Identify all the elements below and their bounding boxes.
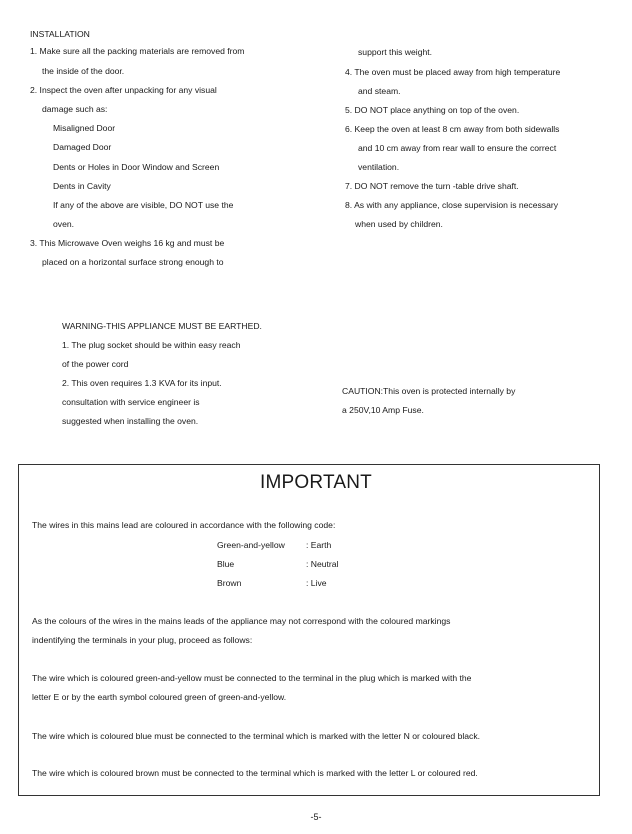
installation-line: the inside of the door. <box>42 66 125 76</box>
installation-line: ventilation. <box>358 162 400 172</box>
warning-line: consultation with service engineer is <box>62 397 200 407</box>
wire-code-intro: The wires in this mains lead are coloured in accordance with the following code: <box>32 520 336 530</box>
installation-line: and steam. <box>358 86 401 96</box>
warning-line: of the power cord <box>62 359 129 369</box>
important-paragraph: The wire which is coloured green-and-yellow must be connected to the terminal in the plug which is marked with the <box>32 673 472 683</box>
wire-colour: Blue <box>217 559 235 569</box>
installation-line: 7. DO NOT remove the turn -table drive shaft. <box>345 181 519 191</box>
installation-line: 3. This Microwave Oven weighs 16 kg and must be <box>30 238 225 248</box>
installation-line: 2. Inspect the oven after unpacking for any visual <box>30 85 217 95</box>
caution-line: CAUTION:This oven is protected internally by <box>342 386 516 396</box>
warning-line: suggested when installing the oven. <box>62 416 199 426</box>
important-paragraph: The wire which is coloured blue must be connected to the terminal which is marked with the letter N or coloured black. <box>32 731 481 741</box>
installation-line: support this weight. <box>358 47 433 57</box>
caution-line: a 250V,10 Amp Fuse. <box>342 405 424 415</box>
wire-colour: Green-and-yellow <box>217 540 285 550</box>
installation-line: Dents or Holes in Door Window and Screen <box>53 162 220 172</box>
installation-line: when used by children. <box>355 219 443 229</box>
wire-meaning: : Live <box>306 578 327 588</box>
important-box <box>18 464 600 796</box>
installation-line: Damaged Door <box>53 142 112 152</box>
warning-title: WARNING-THIS APPLIANCE MUST BE EARTHED. <box>62 321 262 331</box>
installation-line: Dents in Cavity <box>53 181 111 191</box>
installation-line: 6. Keep the oven at least 8 cm away from both sidewalls <box>345 124 560 134</box>
installation-title: INSTALLATION <box>30 29 90 39</box>
wire-meaning: : Neutral <box>306 559 339 569</box>
installation-line: 4. The oven must be placed away from high temperature <box>345 67 561 77</box>
wire-meaning: : Earth <box>306 540 332 550</box>
warning-line: 2. This oven requires 1.3 KVA for its input. <box>62 378 222 388</box>
installation-line: 1. Make sure all the packing materials are removed from <box>30 46 245 56</box>
warning-line: 1. The plug socket should be within easy reach <box>62 340 241 350</box>
installation-line: 5. DO NOT place anything on top of the oven. <box>345 105 520 115</box>
important-paragraph: letter E or by the earth symbol coloured green of green-and-yellow. <box>32 692 287 702</box>
installation-line: Misaligned Door <box>53 123 116 133</box>
installation-line: placed on a horizontal surface strong enough to <box>42 257 224 267</box>
installation-line: and 10 cm away from rear wall to ensure the correct <box>358 143 557 153</box>
wire-colour: Brown <box>217 578 242 588</box>
installation-line: damage such as: <box>42 104 108 114</box>
important-paragraph: indentifying the terminals in your plug, proceed as follows: <box>32 635 253 645</box>
important-title: IMPORTANT <box>260 472 372 493</box>
installation-line: oven. <box>53 219 75 229</box>
important-paragraph: The wire which is coloured brown must be connected to the terminal which is marked with the letter L or coloured red. <box>32 768 478 778</box>
important-paragraph: As the colours of the wires in the mains leads of the appliance may not correspond with the coloured markings <box>32 616 451 626</box>
installation-line: If any of the above are visible, DO NOT use the <box>53 200 234 210</box>
page-number: -5- <box>310 812 322 822</box>
installation-line: 8. As with any appliance, close supervision is necessary <box>345 200 559 210</box>
